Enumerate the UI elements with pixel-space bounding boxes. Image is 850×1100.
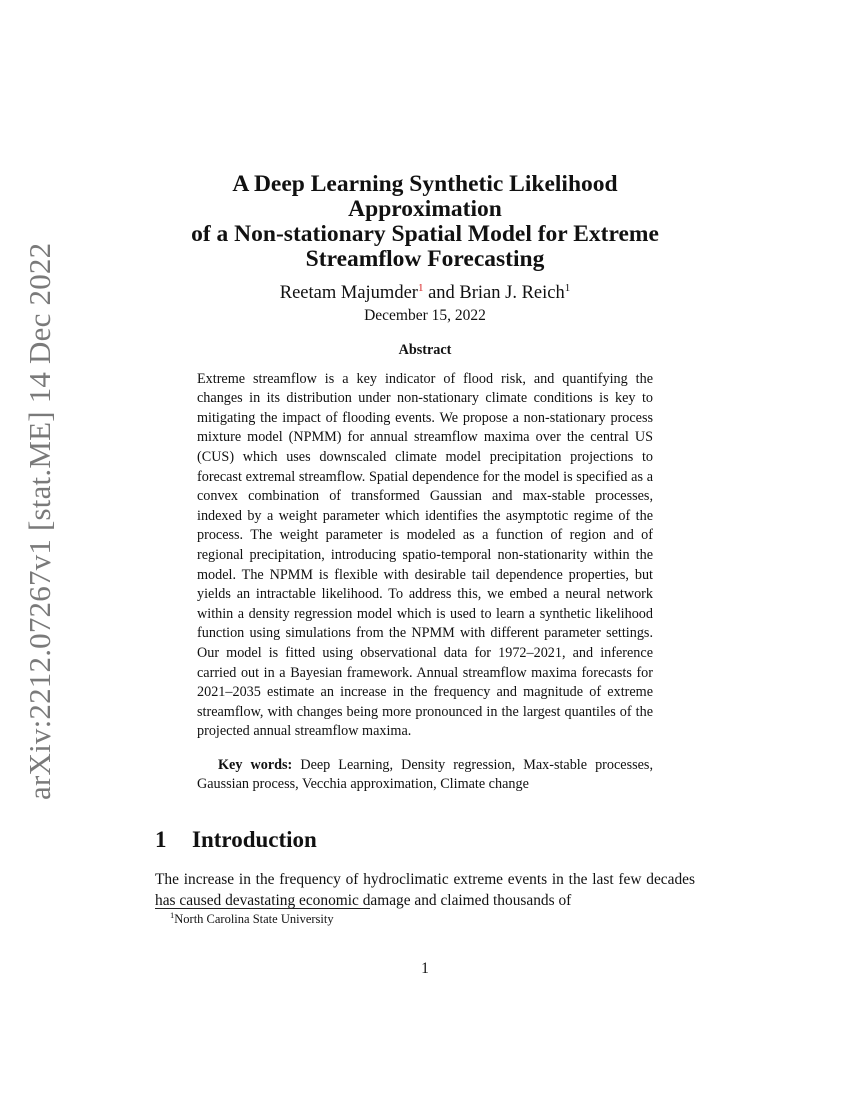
section-number: 1 — [155, 827, 167, 853]
footnote-text: North Carolina State University — [174, 912, 334, 926]
title-line: Streamflow Forecasting — [305, 246, 545, 272]
author-joiner: and — [423, 283, 460, 303]
paper-title — [155, 172, 695, 272]
abstract-section — [197, 341, 653, 742]
keywords-label: Key words: — [218, 756, 293, 773]
intro-paragraph: The increase in the frequency of hydroclimatic extreme events in the last few decades has caused devastating economic damage and claimed thousands of — [155, 871, 695, 909]
footnote — [170, 912, 334, 927]
paper-page — [155, 172, 695, 911]
title-line: of a Non-stationary Spatial Model for Extreme — [191, 221, 659, 247]
abstract-heading: Abstract — [398, 342, 452, 358]
affiliation-link[interactable]: 1 — [417, 282, 424, 294]
section-title: Introduction — [192, 827, 317, 853]
keywords-paragraph — [197, 756, 653, 795]
affiliation-mark: 1 — [564, 282, 571, 294]
arxiv-identifier-stamp: arXiv:2212.07267v1 [stat.ME] 14 Dec 2022 — [22, 242, 57, 800]
keywords-text: Deep Learning, Density regression, Max-stable processes, Gaussian process, Vecchia approximation, Climate change — [197, 756, 654, 793]
author-list — [155, 282, 695, 304]
page-number: 1 — [421, 960, 429, 977]
footnote-mark: 1 — [170, 910, 175, 920]
title-line: A Deep Learning Synthetic Likelihood Approximation — [232, 171, 618, 222]
author-name: Brian J. Reich — [459, 283, 565, 303]
section-heading — [155, 826, 695, 854]
footnote-rule — [155, 908, 370, 909]
publication-date: December 15, 2022 — [364, 307, 486, 324]
abstract-text: Extreme streamflow is a key indicator of flood risk, and quantifying the changes in its distribution under non-stationary climate conditions is key to mitigating the impact of flooding events. We propose a non-stationary process mixture model (NPMM) for annual streamflow maxima over the central US (CUS) which uses downscaled climate model precipitation projections to forecast extremal streamflow. Spatial dependence for the model is specified as a convex combination of transformed Gaussian and max-stable processes, indexed by a weight parameter which identifies the asymptotic regime of the process. The weight parameter is modeled as a function of region and of regional precipitation, introducing spatio-temporal non-stationarity within the model. The NPMM is flexible with desirable tail dependence properties, but yields an intractable likelihood. To address this, we embed a neural network within a density regression model which is used to learn a synthetic likelihood function using simulations from the NPMM with different parameter settings. Our model is fitted using observational data for 1972–2021, and inference carried out in a Bayesian framework. Annual streamflow maxima forecasts for 2021–2035 estimate an increase in the frequency and magnitude of extreme streamflow, with changes being more pronounced in the largest quantiles of the projected annual streamflow maxima. — [197, 370, 653, 740]
author-name: Reetam Majumder — [279, 283, 418, 303]
